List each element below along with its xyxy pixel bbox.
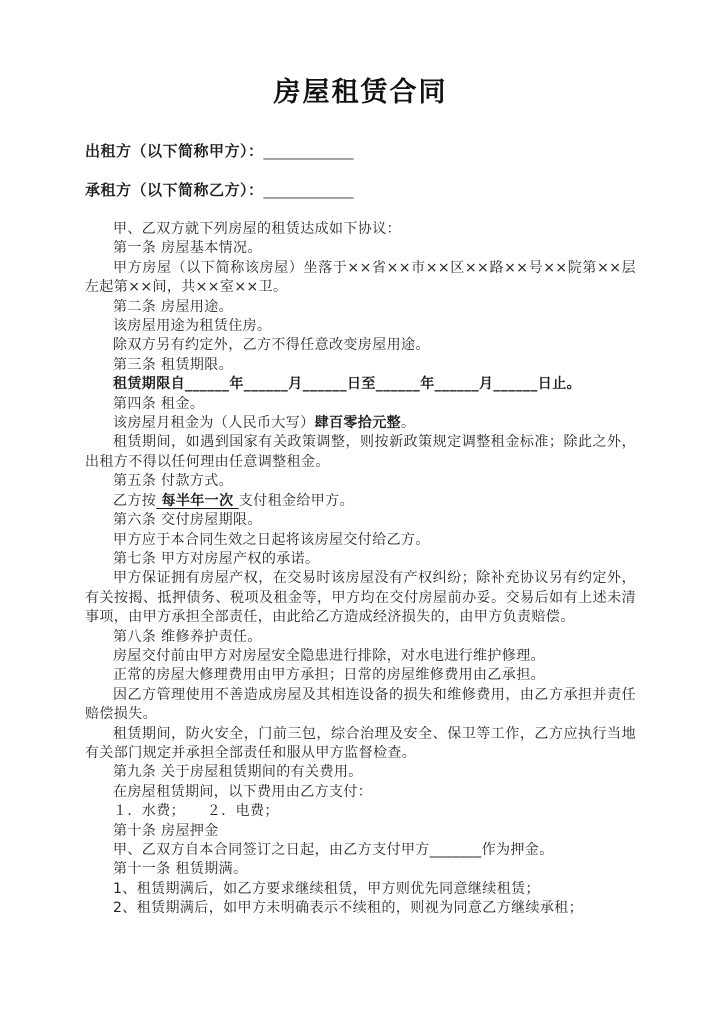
paragraph: １．水费； ２．电费；: [113, 803, 279, 820]
section-heading: 第八条 维修养护责任。: [113, 628, 262, 645]
section-heading: 第六条 交付房屋期限。: [113, 512, 262, 529]
document-title: 房屋租赁合同: [273, 77, 448, 108]
lessee-label: 承租方（以下简称乙方）：: [85, 181, 264, 199]
section-heading: 第七条 甲方对房屋产权的承诺。: [113, 550, 320, 567]
section-heading: 第九条 关于房屋租赁期间的有关费用。: [113, 764, 363, 781]
paragraph: 甲方应于本合同生效之日起将该房屋交付给乙方。: [113, 531, 430, 548]
lessor-label: 出租方（以下简称甲方）：: [85, 142, 264, 160]
section-heading: 第五条 付款方式。: [113, 473, 234, 490]
paragraph: 除双方另有约定外，乙方不得任意改变房屋用途。: [113, 337, 430, 354]
paragraph: [85, 492, 636, 511]
lessor-blank-field: ____________: [263, 142, 354, 160]
contract-body: [85, 220, 636, 919]
paragraph: 甲方房屋（以下简称该房屋）坐落于××省××市××区××路××号××院第××层左起第××间，共××室××卫。: [85, 259, 636, 296]
text-segment: 乙方按: [113, 492, 157, 509]
section-heading: 第四条 租金。: [113, 395, 205, 412]
text-segment: 。: [401, 415, 416, 432]
lessee-line: [85, 179, 636, 201]
paragraph: 甲方保证拥有房屋产权，在交易时该房屋没有产权纠纷；除补充协议另有约定外，有关按揭、抵押债务、税项及租金等，甲方均在交付房屋前办妥。交易后如有上述未清事项，由甲方承担全部责任，由此给乙方造成经济损失的，由甲方负责赔偿。: [85, 570, 636, 626]
section-heading: 第十条 房屋押金: [113, 822, 219, 839]
paragraph: 房屋交付前由甲方对房屋安全隐患进行排除，对水电进行维护修理。: [113, 647, 545, 664]
paragraph: 租赁期间，防火安全，门前三包，综合治理及安全、保卫等工作，乙方应执行当地有关部门规定并承担全部责任和服从甲方监督检查。: [85, 725, 636, 761]
paragraph: [85, 414, 636, 433]
text-segment: 该房屋月租金为（人民币大写）: [113, 415, 315, 432]
paragraph: 甲、乙双方自本合同签订之日起，由乙方支付甲方_______作为押金。: [113, 842, 554, 858]
paragraph: 该房屋用途为租赁住房。: [113, 318, 272, 335]
paragraph: 甲、乙双方就下列房屋的租赁达成如下协议：: [113, 221, 401, 237]
paragraph: 租赁期限自______年______月______日至______年______月______日止。: [113, 376, 581, 393]
section-heading: 第十一条 租赁期满。: [113, 861, 248, 878]
text-segment: 肆百零拾元整: [314, 415, 402, 432]
lessee-blank-field: ____________: [263, 181, 354, 199]
parties-section: [85, 140, 636, 201]
text-segment: 每半年一次: [156, 492, 239, 509]
section-heading: 第二条 房屋用途。: [113, 298, 234, 315]
paragraph: 2、租赁期满后，如甲方未明确表示不续租的，则视为同意乙方继续承租；: [113, 900, 584, 917]
section-heading: 第一条 房屋基本情况。: [113, 240, 262, 257]
text-segment: 支付租金给甲方。: [238, 492, 354, 509]
section-heading: 第三条 租赁期限。: [113, 356, 234, 373]
paragraph: 1、租赁期满后，如乙方要求继续租赁，甲方则优先同意继续租赁；: [113, 880, 540, 897]
paragraph: 因乙方管理使用不善造成房屋及其相连设备的损失和维修费用，由乙方承担并责任赔偿损失。: [85, 686, 636, 723]
lessor-line: [85, 140, 636, 162]
paragraph: 租赁期间，如遇到国家有关政策调整，则按新政策规定调整租金标准；除此之外，出租方不得以任何理由任意调整租金。: [85, 434, 636, 470]
paragraph: 在房屋租赁期间，以下费用由乙方支付：: [113, 783, 373, 800]
paragraph: 正常的房屋大修理费用由甲方承担；日常的房屋维修费用由乙承担。: [113, 667, 545, 684]
